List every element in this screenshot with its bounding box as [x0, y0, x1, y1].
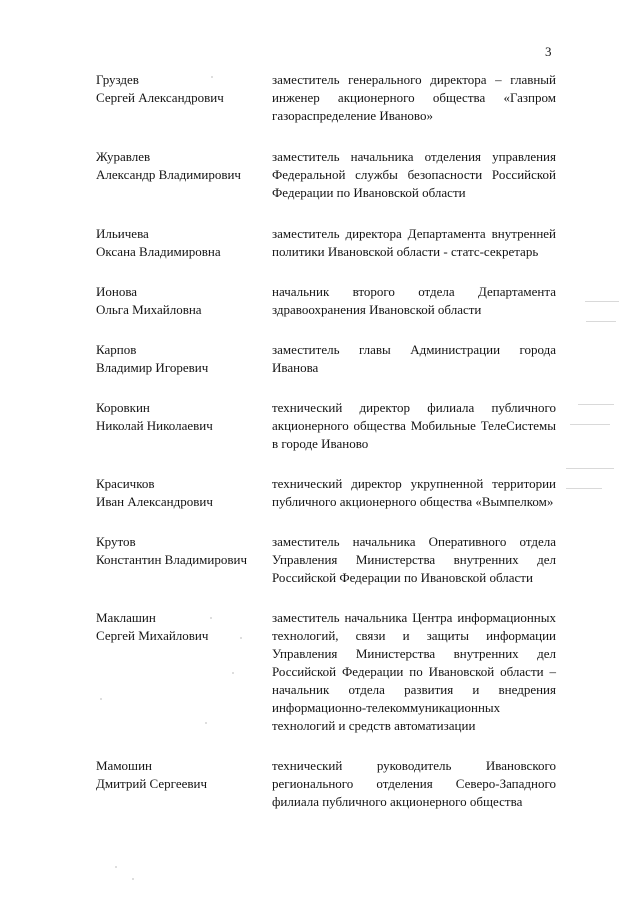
member-surname: Коровкин: [96, 400, 150, 415]
member-name: [96, 475, 272, 511]
member-name: [96, 148, 272, 184]
member-position: заместитель главы Администрации города Иванова: [272, 342, 556, 375]
member-position: заместитель начальника Центра информационных технологий, связи и защиты информации Управления Министерства внутренних дел Российской Федерации по Ивановской области – начальник отдела развития и внедрения информационно-телекоммуникационных технологий и средств автоматизации: [272, 610, 556, 733]
member-position: технический руководитель Ивановского регионального отделения Северо-Западного филиала публичного акционерного общества: [272, 758, 556, 809]
list-item: [96, 609, 556, 735]
scan-artifact: [210, 617, 212, 619]
member-surname: Ионова: [96, 284, 138, 299]
member-given-names: Сергей Михайлович: [96, 628, 209, 643]
list-item: [96, 71, 556, 125]
member-surname: Маклашин: [96, 610, 156, 625]
member-given-names: Константин Владимирович: [96, 552, 247, 567]
member-position: заместитель начальника Оперативного отдела Управления Министерства внутренних дел Российской Федерации по Ивановской области: [272, 534, 556, 585]
member-name: [96, 225, 272, 261]
scan-artifact: [566, 468, 614, 469]
scan-artifact: [205, 722, 207, 724]
list-item: [96, 148, 556, 202]
list-item: [96, 757, 556, 811]
member-surname: Красичков: [96, 476, 155, 491]
member-surname: Груздев: [96, 72, 139, 87]
member-name: [96, 341, 272, 377]
scan-artifact: [585, 301, 619, 302]
page-number: 3: [545, 44, 552, 59]
scan-artifact: [211, 76, 213, 78]
member-surname: Журавлев: [96, 149, 151, 164]
scan-artifact: [100, 698, 102, 700]
member-given-names: Дмитрий Сергеевич: [96, 776, 207, 791]
member-given-names: Владимир Игоревич: [96, 360, 209, 375]
scan-artifact: [566, 488, 602, 489]
list-item: [96, 399, 556, 453]
member-given-names: Иван Александрович: [96, 494, 213, 509]
member-position: начальник второго отдела Департамента здравоохранения Ивановской области: [272, 284, 556, 317]
scan-artifact: [570, 424, 610, 425]
scan-artifact: [586, 321, 616, 322]
member-position: заместитель директора Департамента внутренней политики Ивановской области - статс-секретарь: [272, 226, 556, 259]
member-surname: Ильичева: [96, 226, 149, 241]
list-item: [96, 533, 556, 587]
scan-artifact: [240, 637, 242, 639]
list-item: [96, 475, 556, 511]
member-given-names: Александр Владимирович: [96, 167, 241, 182]
list-item: [96, 225, 556, 261]
member-surname: Крутов: [96, 534, 136, 549]
members-list: [96, 71, 556, 811]
member-name: [96, 71, 272, 107]
member-name: [96, 533, 272, 569]
member-position: технический директор укрупненной территории публичного акционерного общества «Вымпелком»: [272, 476, 556, 509]
member-given-names: Сергей Александрович: [96, 90, 224, 105]
scan-artifact: [132, 878, 134, 880]
scan-artifact: [232, 672, 234, 674]
scan-artifact: [115, 866, 117, 868]
member-name: [96, 609, 272, 645]
member-name: [96, 399, 272, 435]
member-surname: Карпов: [96, 342, 137, 357]
member-name: [96, 757, 272, 793]
member-given-names: Ольга Михайловна: [96, 302, 202, 317]
list-item: [96, 283, 556, 319]
member-surname: Мамошин: [96, 758, 152, 773]
member-given-names: Николай Николаевич: [96, 418, 213, 433]
member-position: технический директор филиала публичного акционерного общества Мобильные ТелеСистемы в городе Иваново: [272, 400, 556, 451]
member-given-names: Оксана Владимировна: [96, 244, 221, 259]
member-name: [96, 283, 272, 319]
list-item: [96, 341, 556, 377]
member-position: заместитель начальника отделения управления Федеральной службы безопасности Российской Федерации по Ивановской области: [272, 149, 556, 200]
scan-artifact: [578, 404, 614, 405]
member-position: заместитель генерального директора – главный инженер акционерного общества «Газпром газораспределение Иваново»: [272, 72, 556, 123]
